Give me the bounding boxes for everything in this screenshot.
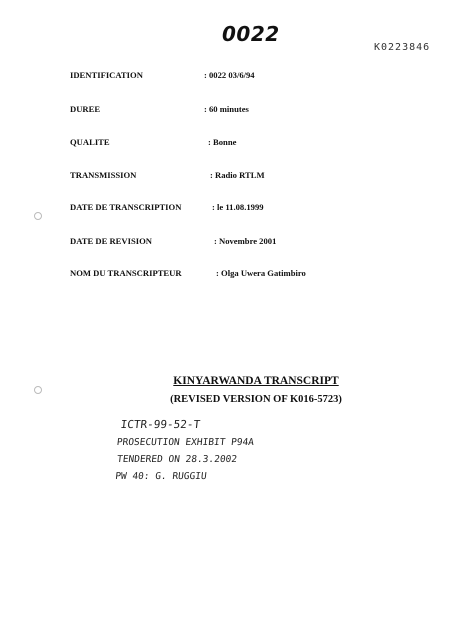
annotation-line: PROSECUTION EXHIBIT P94A — [116, 437, 255, 448]
stamp-number: K0223846 — [374, 42, 431, 53]
transcript-subtitle: (REVISED VERSION OF K016-5723) — [170, 394, 342, 405]
field-label: IDENTIFICATION — [70, 70, 143, 80]
margin-mark — [34, 386, 42, 394]
annotation-line: TENDERED ON 28.3.2002 — [116, 454, 238, 465]
field-value: : Radio RTLM — [210, 170, 265, 180]
field-label: DATE DE REVISION — [70, 236, 152, 246]
field-value: : 0022 03/6/94 — [204, 70, 255, 80]
transcript-title: KINYARWANDA TRANSCRIPT — [173, 375, 339, 387]
field-label: DUREE — [70, 104, 101, 114]
exhibit-annotation-svg — [108, 412, 358, 492]
handwritten-exhibit-annotation — [108, 412, 358, 492]
field-label: NOM DU TRANSCRIPTEUR — [70, 268, 182, 278]
field-label: QUALITE — [70, 137, 110, 147]
field-value: : Novembre 2001 — [214, 236, 277, 246]
field-value: : Olga Uwera Gatimbiro — [216, 268, 306, 278]
handwritten-document-number: 0022 — [222, 22, 280, 46]
field-label: DATE DE TRANSCRIPTION — [70, 202, 182, 212]
margin-mark — [34, 212, 42, 220]
field-value: : 60 minutes — [204, 104, 249, 114]
field-value: : Bonne — [208, 137, 237, 147]
annotation-line: ICTR-99-52-T — [120, 418, 201, 431]
annotation-line: PW 40: G. RUGGIU — [114, 471, 208, 482]
field-label: TRANSMISSION — [70, 170, 137, 180]
field-value: : le 11.08.1999 — [212, 202, 264, 212]
